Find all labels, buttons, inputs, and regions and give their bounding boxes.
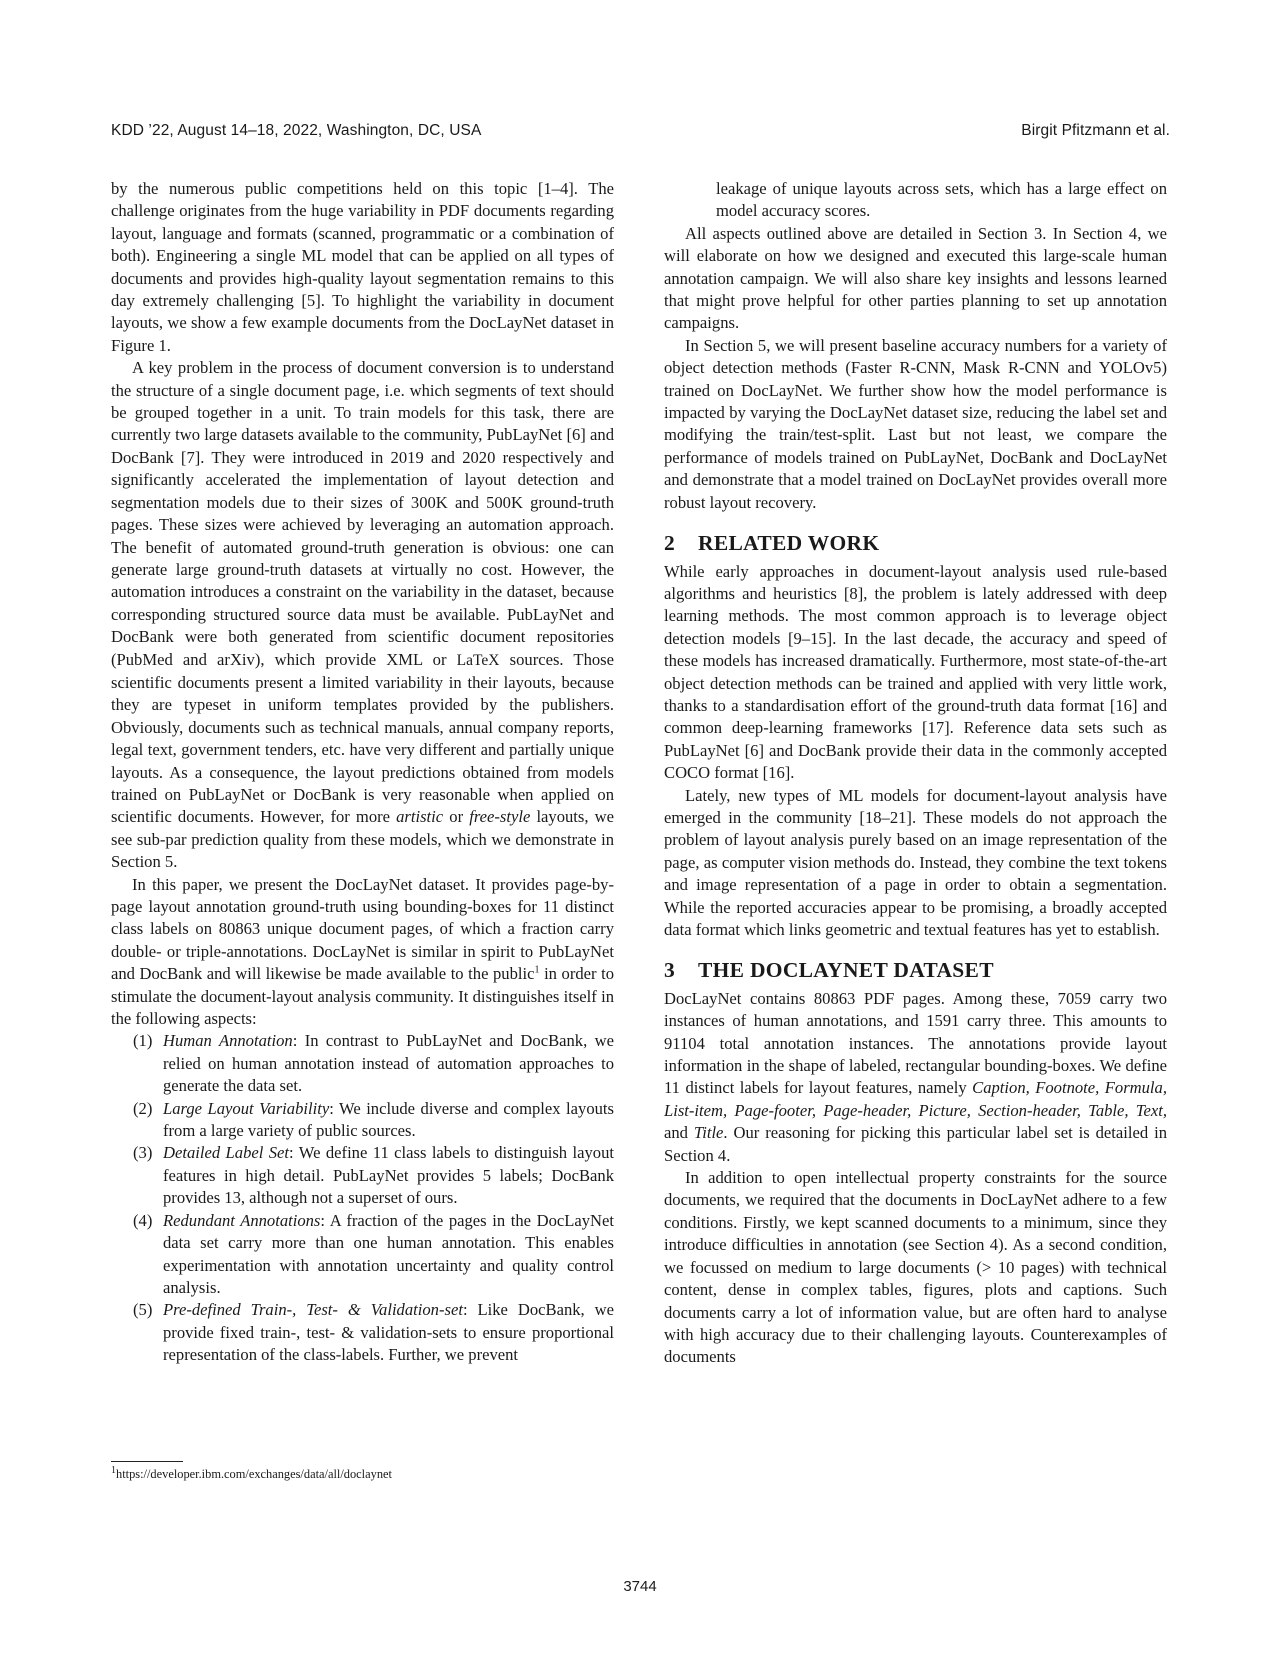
- list-number: (1): [133, 1031, 153, 1051]
- text-run: in order to stimulate the document-layout analysis community. It distinguishes itself in the following aspects:: [111, 964, 615, 1029]
- conference-info: KDD ’22, August 14–18, 2022, Washington, DC, USA: [111, 122, 482, 139]
- footnote-link[interactable]: https://developer.ibm.com/exchanges/data/all/doclaynet: [116, 1467, 392, 1481]
- list-number: (4): [133, 1210, 153, 1230]
- list-item-continuation: leakage of unique layouts across sets, which has a large effect on model accuracy scores.: [716, 179, 1167, 221]
- paragraph: All aspects outlined above are detailed in Section 3. In Section 4, we will elaborate on how we designed and executed this large-scale human annotation campaign. We will also share key insights and lessons learned that might prove helpful for other parties planning to set up annotation campaigns.: [664, 223, 1167, 333]
- text-run: or: [449, 807, 464, 827]
- footnote-divider: [111, 1461, 183, 1462]
- paragraph: In addition to open intellectual property constraints for the source documents, we required that the documents in DocLayNet adhere to a few conditions. Firstly, we kept scanned documents to a minimum, since they introduce difficulties in annotation (see Section 4). As a second condition, we focussed on medium to large documents (> 10 pages) with technical content, dense in complex tables, figures, plots and captions. Such documents carry a lot of information value, but are often hard to analyse with high accuracy due to their challenging layouts. Counterexamples of documents: [664, 1168, 1167, 1367]
- text-run: A key problem in the process of document conversion is to understand the structure of a single document page, i.e. which segments of text should be grouped together in a unit. To train models for this task, there are currently two large datasets available to the community, PubLayNet [6] and DocBank [7]. They were introduced in 2019 and 2020 respectively and significantly accelerated the implementation of layout detection and segmentation models due to their sizes of 300K and 500K ground-truth pages. These sizes were achieved by leveraging an automation approach. The benefit of automated ground-truth generation is obvious: one can generate large ground-truth datasets at virtually no cost. However, the automation introduces a constraint on the variability in the dataset, because corresponding structured source data must be available. PubLayNet and DocBank were both generated from scientific document repositories (PubMed and arXiv), which provide XML or: [111, 358, 614, 669]
- latex-logo: LaTeX: [456, 651, 500, 669]
- list-text: : We define 11 class labels to distinguish layout features in high detail. PubLayNet provides 5 labels; DocBank provides 13, although not a superset of ours.: [163, 1143, 614, 1208]
- paragraph: In Section 5, we will present baseline accuracy numbers for a variety of object detection methods (Faster R-CNN, Mask R-CNN and YOLOv5) trained on DocLayNet. We further show how the model performance is impacted by varying the DocLayNet dataset size, reducing the label set and modifying the train/test-split. Last but not least, we compare the performance of models trained on PubLayNet, DocBank and DocLayNet and demonstrate that a model trained on DocLayNet provides overall more robust layout recovery.: [664, 335, 1167, 512]
- text-run: . Our reasoning for picking this particular label set is detailed in Section 4.: [664, 1123, 1167, 1165]
- right-column: [664, 178, 1167, 1369]
- list-item: [111, 1098, 614, 1143]
- author-info: Birgit Pfitzmann et al.: [1021, 122, 1170, 139]
- list-term: Large Layout Variability: [163, 1098, 330, 1118]
- section-title: THE DOCLAYNET DATASET: [698, 958, 994, 983]
- list-item: [111, 1142, 614, 1209]
- text-run: sources. Those scientific documents present a limited variability in their layouts, because they are typeset in uniform templates provided by the publishers. Obviously, documents such as technical manuals, annual company reports, legal text, government tenders, etc. have very different and partially unique layouts. As a consequence, the layout predictions obtained from models trained on PubLayNet or DocBank is very reasonable when applied on scientific documents. However, for more: [111, 649, 614, 827]
- section-title: RELATED WORK: [698, 531, 880, 556]
- footnote-ref[interactable]: 1: [534, 964, 540, 976]
- list-text: : In contrast to PubLayNet and DocBank, we relied on human annotation instead of automation approaches to generate the data set.: [163, 1031, 614, 1096]
- page-number: 3744: [623, 1578, 657, 1595]
- paragraph: [111, 357, 614, 873]
- text-run: and: [664, 1123, 688, 1143]
- section-number: 3: [664, 958, 676, 983]
- list-term: Pre-defined Train-, Test- & Validation-set: [163, 1300, 463, 1320]
- section-heading-related-work: [664, 532, 1167, 554]
- list-term: Human Annotation: [163, 1031, 293, 1051]
- emphasis: Title: [693, 1123, 724, 1143]
- list-text: : A fraction of the pages in the DocLayNet data set carry more than one human annotation. This enables experimentation with annotation uncertainty and quality control analysis.: [163, 1210, 614, 1297]
- text-run: DocLayNet contains 80863 PDF pages. Among these, 7059 carry two instances of human annotations, and 1591 carry three. This amounts to 91104 total annotation instances. The annotations provide layout information in the shape of labeled, rectangular bounding-boxes. We define 11 distinct labels for layout features, namely: [664, 988, 1167, 1098]
- emphasis: artistic: [396, 807, 444, 827]
- paragraph: Lately, new types of ML models for document-layout analysis have emerged in the community [18–21]. These models do not approach the problem of layout analysis purely based on an image representation of the page, as computer vision methods do. Instead, they combine the text tokens and image representation of a page in order to obtain a segmentation. While the reported accuracies appear to be promising, a broadly accepted data format which links geometric and textual features has yet to establish.: [664, 785, 1167, 939]
- section-heading-doclaynet-dataset: [664, 959, 1167, 981]
- list-item: [111, 1299, 614, 1366]
- list-text: : We include diverse and complex layouts from a large variety of public sources.: [163, 1098, 614, 1141]
- paragraph: [111, 874, 614, 1031]
- list-number: (3): [133, 1143, 153, 1163]
- paragraph: While early approaches in document-layout analysis used rule-based algorithms and heuristics [8], the problem is lately addressed with deep learning methods. The most common approach is to leverage object detection models [9–15]. In the last decade, the accuracy and speed of these models has increased dramatically. Furthermore, most state-of-the-art object detection methods can be trained and applied with very little work, thanks to a standardisation effort of the ground-truth data format [16] and common deep-learning frameworks [17]. Reference data sets such as PubLayNet [6] and DocBank provide their data in the commonly accepted COCO format [16].: [664, 561, 1167, 783]
- aspects-list: [111, 1030, 614, 1366]
- list-term: Redundant Annotations: [163, 1210, 321, 1230]
- emphasis: free-style: [469, 807, 531, 827]
- list-item: [111, 1210, 614, 1300]
- text-run: layouts, we see sub-par prediction quality from these models, which we demonstrate in Section 5.: [111, 807, 614, 872]
- emphasis: Caption, Footnote, Formula, List-item, Page-footer, Page-header, Picture, Section-header, Table, Text,: [664, 1078, 1167, 1120]
- footnote: [111, 1466, 392, 1482]
- text-run: In this paper, we present the DocLayNet dataset. It provides page-by-page layout annotation ground-truth using bounding-boxes for 11 distinct class labels on 80863 unique document pages, of which a fraction carry double- or triple-annotations. DocLayNet is similar in spirit to PubLayNet and DocBank and will likewise be made available to the public: [111, 874, 614, 984]
- paragraph: [664, 988, 1167, 1167]
- list-item: [111, 1030, 614, 1097]
- running-header: [111, 122, 1170, 140]
- section-number: 2: [664, 531, 676, 556]
- left-column: [111, 178, 614, 1367]
- list-number: (2): [133, 1098, 153, 1118]
- list-number: (5): [133, 1300, 153, 1320]
- list-term: Detailed Label Set: [163, 1143, 290, 1163]
- paragraph: by the numerous public competitions held on this topic [1–4]. The challenge originates from the huge variability in PDF documents regarding layout, language and formats (scanned, programmatic or a combination of both). Engineering a single ML model that can be applied on all types of documents and provides high-quality layout segmentation remains to this day extremely challenging [5]. To highlight the variability in document layouts, we show a few example documents from the DocLayNet dataset in Figure 1.: [111, 179, 614, 355]
- footnote-mark: 1: [111, 1464, 116, 1476]
- list-text: : Like DocBank, we provide fixed train-, test- & validation-sets to ensure proportional representation of the class-labels. Further, we prevent: [163, 1300, 614, 1365]
